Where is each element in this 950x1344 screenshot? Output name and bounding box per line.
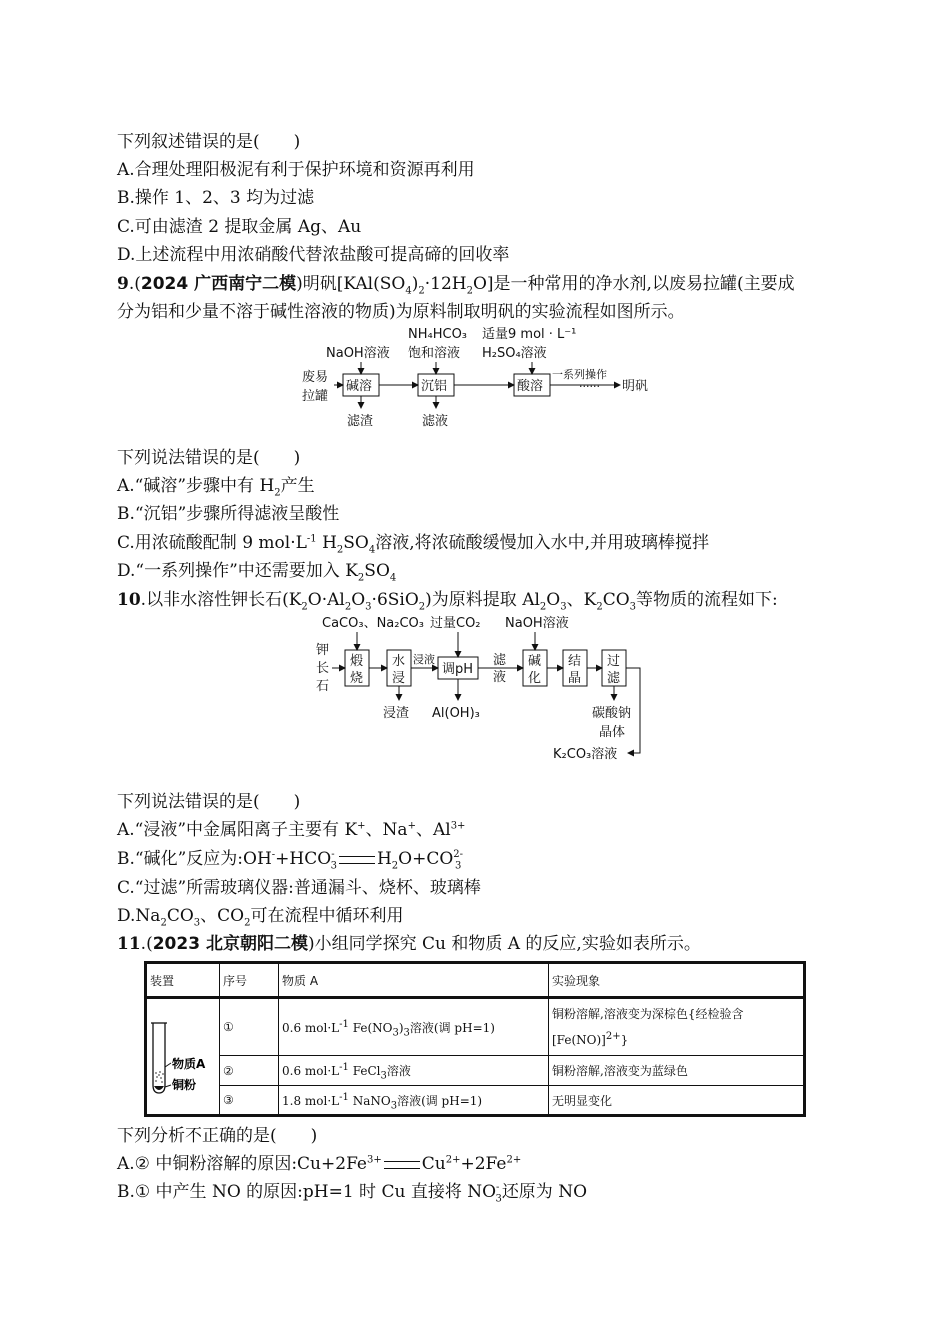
- q10-stem: 下列说法错误的是( ): [117, 792, 301, 812]
- q10-box-crystallize-2: 晶: [568, 671, 582, 686]
- q10-box-leach-2: 浸: [392, 671, 406, 686]
- q10-option-d: $D.Na_2CO_3$、$CO_2$可在流程中循环利用: [117, 906, 404, 929]
- q11-text: 11.(2023 北京朝阳二模)小组同学探究 Cu 和物质 A 的反应,实验如表所示。: [117, 934, 701, 954]
- row-number: ②: [220, 1056, 279, 1086]
- q10-output-aloh3: Al(OH)₃: [432, 706, 480, 721]
- q9-output-filtrate: 滤液: [422, 414, 449, 429]
- q10-leach-liquid: 浸液: [413, 653, 435, 666]
- q10-box-filter-1: 过: [607, 654, 621, 669]
- q9-reagent-nh4hco3: NH₄HCO₃: [408, 327, 468, 342]
- q9-option-a: A.“碱溶”步骤中有 $H_2$产生: [117, 476, 315, 499]
- q9-stem: 下列说法错误的是( ): [117, 448, 301, 468]
- row-substance: 0.6 $mol\cdot L^{-1}$ FeCl$_3$溶液: [279, 1056, 549, 1086]
- q8-option-d: D.上述流程中用浓硝酸代替浓盐酸可提高碲的回收率: [117, 245, 510, 265]
- row-phenomenon: 铜粉溶解,溶液变为蓝绿色: [549, 1056, 805, 1086]
- header-phenomenon: 实验现象: [549, 963, 805, 998]
- q9-product-alum: 明矾: [622, 379, 649, 394]
- q10-reagent-co2: 过量CO₂: [430, 616, 481, 631]
- q9-box-alkali-dissolve: 碱溶: [346, 379, 373, 394]
- q9-box-precipitate-al: 沉铝: [421, 379, 448, 394]
- q10-box-leach-1: 水: [392, 654, 406, 669]
- q10-start-3: 石: [316, 679, 330, 694]
- test-tube-drawing: [147, 1015, 219, 1095]
- q10-box-calcine-1: 煅: [350, 654, 364, 669]
- q10-flowchart: [310, 612, 650, 772]
- q10-option-b: B.“碱化”反应为$:OH^-+HCO^-_3$ $H_2O+CO^{2-}_3$: [117, 849, 464, 872]
- q9-reagent-saturated: 饱和溶液: [408, 346, 461, 361]
- q8-option-c: C.可由滤渣 2 提取金属 Ag、Au: [117, 217, 362, 237]
- q9-start-label-1: 废易: [302, 370, 329, 385]
- q10-box-calcine-2: 烧: [350, 671, 364, 686]
- table-row: [146, 998, 805, 1056]
- q9-reagent-naoh: NaOH溶液: [326, 346, 390, 361]
- q9-series-operation: 一系列操作: [552, 368, 607, 381]
- q10-option-c: C.“过滤”所需玻璃仪器:普通漏斗、烧杯、玻璃棒: [117, 878, 481, 898]
- q9-reagent-h2so4-conc: 适量9 mol · L⁻¹: [482, 327, 577, 342]
- q10-reagent-naoh: NaOH溶液: [505, 616, 569, 631]
- q10-box-adjust-ph: 调pH: [442, 662, 474, 677]
- q9-box-acid-dissolve: 酸溶: [517, 379, 544, 394]
- label-copper-powder: 铜粉: [172, 1078, 197, 1092]
- row-number: ③: [220, 1086, 279, 1116]
- table-header-row: [146, 963, 805, 998]
- table-row: [146, 1086, 805, 1116]
- q10-text: 10.以非水溶性钾长石$(K_2O\cdot Al_2O_3\cdot 6SiO_2)$为原料提取 $Al_2O_3$、$K_2CO_3$等物质的流程如下:: [117, 590, 778, 613]
- row-phenomenon: 铜粉溶解,溶液变为深棕色{经检验含 $[Fe(NO)]^{2+}$}: [549, 998, 805, 1056]
- q9-flowchart: [290, 324, 670, 434]
- q10-reagent-caco3: CaCO₃、Na₂CO₃: [322, 616, 424, 631]
- q8-option-a: A.合理处理阳极泥有利于保护环境和资源再利用: [117, 160, 475, 180]
- q9-option-b: B.“沉铝”步骤所得滤液呈酸性: [117, 504, 340, 524]
- q9-text-line1: 9.(2024 广西南宁二模)明矾$[KAl(SO_4)_2\cdot 12H_2O]$是一种常用的净水剂,以废易拉罐(主要成: [117, 274, 795, 297]
- q10-filtrate-1: 滤: [493, 653, 507, 668]
- header-number: 序号: [220, 963, 279, 998]
- q8-stem: 下列叙述错误的是( ): [117, 132, 301, 152]
- q10-filtrate-2: 液: [493, 670, 507, 685]
- row-phenomenon: 无明显变化: [549, 1086, 805, 1116]
- q11-option-a: A.② 中铜粉溶解的原因$:Cu+2Fe^{3+}$ $Cu^{2+}+2Fe^{2+}$: [117, 1154, 522, 1174]
- q10-option-a: A.“浸液”中金属阳离子主要有 K+、Na+、$Al^{3+}$: [117, 820, 466, 840]
- q9-text-line2: 分为铝和少量不溶于碱性溶液的物质)为原料制取明矾的实验流程如图所示。: [117, 302, 685, 322]
- header-substance: 物质 A: [279, 963, 549, 998]
- q9-dots: ······: [579, 380, 600, 393]
- row-substance: 1.8 $mol\cdot L^{-1}$ NaNO$_3$溶液(调 pH=1): [279, 1086, 549, 1116]
- q9-reagent-h2so4: H₂SO₄溶液: [482, 346, 547, 361]
- label-substance-a: 物质A: [172, 1057, 206, 1071]
- q9-output-residue: 滤渣: [347, 414, 374, 429]
- q8-option-b: B.操作 1、2、3 均为过滤: [117, 188, 315, 208]
- q10-box-alkalize-2: 化: [528, 671, 542, 686]
- q10-output-residue: 浸渣: [383, 706, 410, 721]
- q9-option-d: D.“一系列操作”中还需要加入 $K_2SO_4$: [117, 561, 397, 584]
- q11-option-b: B.① 中产生 NO 的原因:pH=1 时 Cu 直接将 $NO^-_3$还原为 NO: [117, 1182, 588, 1205]
- q11-experiment-table: [144, 961, 806, 1117]
- q10-box-filter-2: 滤: [607, 671, 621, 686]
- q10-k2co3-solution: K₂CO₃溶液: [553, 747, 618, 762]
- row-number: ①: [220, 998, 279, 1056]
- q10-crystal-1: 碳酸钠: [592, 706, 632, 721]
- table-row: [146, 1056, 805, 1086]
- header-apparatus: 装置: [146, 963, 220, 998]
- q10-box-alkalize-1: 碱: [528, 654, 542, 669]
- q9-option-c: C.用浓硫酸配制 9 $mol\cdot L^{-1}$ $H_2SO_4$溶液,将浓硫酸缓慢加入水中,并用玻璃棒搅拌: [117, 533, 710, 556]
- q10-start-2: 长: [316, 661, 330, 676]
- q9-start-label-2: 拉罐: [302, 389, 329, 404]
- q10-box-crystallize-1: 结: [568, 654, 582, 669]
- q10-start-1: 钾: [316, 643, 330, 658]
- apparatus-cell: [146, 998, 220, 1116]
- q10-crystal-2: 晶体: [599, 725, 626, 740]
- q11-stem: 下列分析不正确的是( ): [117, 1126, 318, 1146]
- row-substance: 0.6 $mol\cdot L^{-1}$ $Fe(NO_3)_3$溶液(调 pH=1): [279, 998, 549, 1056]
